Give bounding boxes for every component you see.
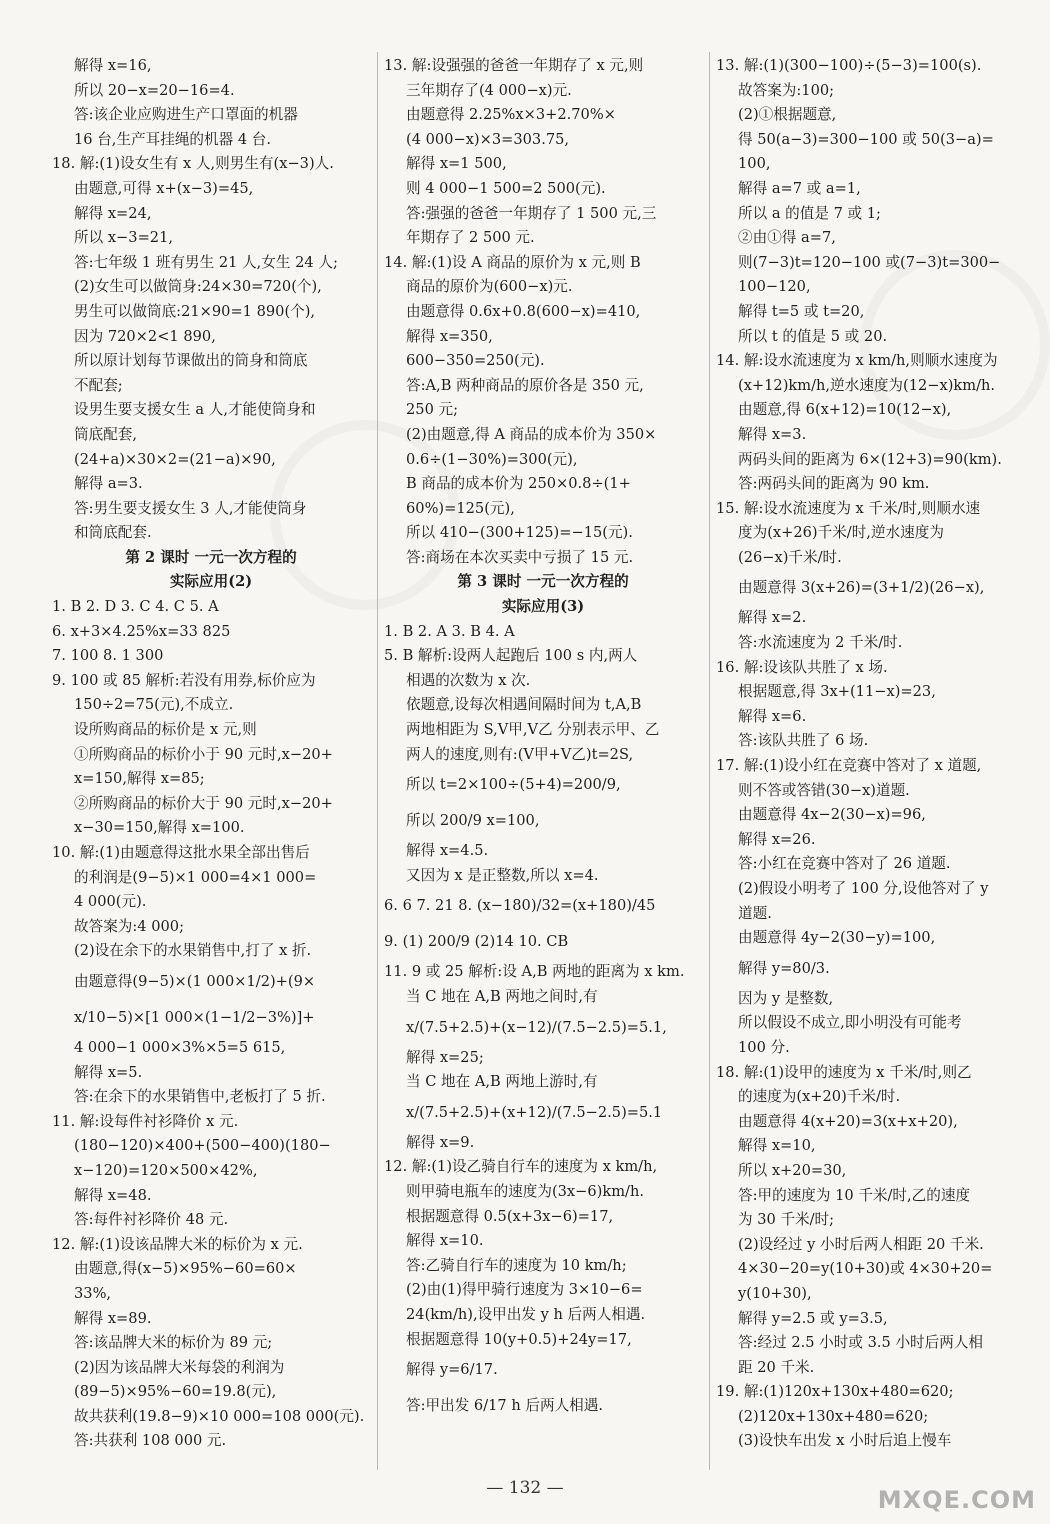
answer-line: 250 元; — [406, 401, 459, 419]
answer-line: 两码头间的距离为 6×(12+3)=90(km). — [738, 450, 1002, 468]
answer-line: 两人的速度,则有:(V甲+V乙)t=2S, — [406, 745, 634, 763]
answer-line: 又因为 x 是正整数,所以 x=4. — [406, 866, 599, 884]
answer-line: 解得 y=80/3. — [738, 959, 830, 977]
answer-line: (3)设快车出发 x 小时后追上慢车 — [738, 1432, 952, 1450]
answer-column-left — [52, 54, 370, 1454]
answer-line: 4×30−20=y(10+30)或 4×30+20= — [738, 1260, 993, 1278]
answer-line: 解得 x=350, — [406, 327, 493, 345]
answer-line: 14. 解:(1)设 A 商品的原价为 x 元,则 B — [384, 253, 641, 271]
answer-line: 解得 a=7 或 a=1, — [738, 179, 861, 197]
column-divider — [709, 52, 710, 1470]
answer-line: 答:小红在竞赛中答对了 26 道题. — [738, 855, 951, 873]
answer-line: x−120)=120×500×42%, — [74, 1161, 258, 1179]
answer-line: 由题意得 4x−2(30−x)=96, — [738, 806, 926, 824]
answer-line: (89−5)×95%−60=19.8(元), — [74, 1383, 277, 1401]
answer-line: 12. 解:(1)设乙骑自行车的速度为 x km/h, — [384, 1158, 658, 1176]
answer-line: 解得 y=6/17. — [406, 1361, 498, 1379]
answer-line: 33%, — [74, 1284, 112, 1302]
answer-line: x/(7.5+2.5)+(x−12)/(7.5−2.5)=5.1, — [406, 1018, 667, 1036]
answer-line: x−30=150,解得 x=100. — [74, 819, 245, 837]
section-heading: 第 2 课时 一元一次方程的 — [125, 548, 297, 566]
answer-line: 10. 解:(1)由题意得这批水果全部出售后 — [52, 844, 310, 861]
answer-line: 答:两码头间的距离为 90 km. — [738, 475, 930, 493]
answer-line: 答:每件衬衫降价 48 元. — [74, 1211, 229, 1229]
answer-line: 11. 9 或 25 解析:设 A,B 两地的距离为 x km. — [384, 963, 685, 981]
answer-line: 解得 x=5. — [74, 1063, 143, 1081]
answer-line: 两地相距为 S,V甲,V乙 分别表示甲、乙 — [406, 721, 660, 739]
answer-line: 度为(x+26)千米/时,逆水速度为 — [738, 524, 944, 542]
answer-line: 18. 解:(1)设女生有 x 人,则男生有(x−3)人. — [52, 155, 334, 173]
answer-line: 答:经过 2.5 小时或 3.5 小时后两人相 — [738, 1334, 984, 1352]
answer-line: 为 30 千米/时; — [738, 1211, 835, 1229]
answer-line: 由题意,得 6(x+12)=10(12−x), — [738, 401, 952, 419]
answer-line: 答:甲出发 6/17 h 后两人相遇. — [406, 1397, 603, 1415]
answer-line: 不配套; — [74, 376, 123, 394]
answer-line: 设所购商品的标价是 x 元,则 — [74, 721, 257, 739]
answer-line: 答:乙骑自行车的速度为 10 km/h; — [406, 1256, 627, 1274]
answer-line: 解得 x=9. — [406, 1133, 475, 1151]
answer-line: (2)假设小明考了 100 分,设他答对了 y — [738, 880, 989, 897]
answer-line: 13. 解:(1)(300−100)÷(5−3)=100(s). — [716, 57, 982, 74]
column-divider — [377, 52, 378, 1470]
answer-line: 12. 解:(1)设该品牌大米的标价为 x 元. — [52, 1235, 303, 1253]
answer-line: 答:水流速度为 2 千米/时. — [738, 634, 903, 652]
answer-line: 100−120, — [738, 278, 811, 296]
answer-line: 则 4 000−1 500=2 500(元). — [406, 179, 606, 197]
answer-line: 所以 x−3=21, — [74, 229, 174, 247]
answer-line: 所以假设不成立,即小明没有可能考 — [738, 1014, 962, 1032]
answer-line: 600−350=250(元). — [406, 352, 545, 370]
answer-line: 11. 解:设每件衬衫降价 x 元. — [52, 1112, 239, 1130]
answer-line: 14. 解:设水流速度为 x km/h,则顺水速度为 — [716, 352, 998, 370]
answer-line: 5. B 解析:设两人起跑后 100 s 内,两人 — [384, 647, 638, 665]
answer-line: 6. x+3×4.25%x=33 825 — [52, 622, 231, 640]
answer-line: 根据题意,得 3x+(11−x)=23, — [738, 683, 936, 701]
answer-line: 则(7−3)t=120−100 或(7−3)t=300− — [738, 253, 1001, 271]
answer-line: 解得 x=1 500, — [406, 155, 507, 173]
answer-line: 故答案为:4 000; — [74, 917, 184, 935]
answer-line: (26−x)千米/时. — [738, 548, 842, 566]
answer-line: 所以 410−(300+125)=−15(元). — [406, 524, 633, 542]
answer-line: ②所购商品的标价大于 90 元时,x−20+ — [74, 794, 333, 812]
answer-line: 男生可以做筒底:21×90=1 890(个), — [74, 302, 316, 320]
answer-line: 答:强强的爸爸一年期存了 1 500 元,三 — [406, 204, 657, 222]
section-heading: 实际应用(2) — [169, 573, 253, 591]
page-number: — 132 — — [486, 1478, 564, 1498]
answer-line: 答:A,B 两种商品的原价各是 350 元, — [406, 376, 644, 394]
answer-line: 100 分. — [738, 1038, 790, 1056]
answer-line: 由题意得 0.6x+0.8(600−x)=410, — [406, 302, 641, 320]
answer-line: 三年期存了(4 000−x)元. — [406, 81, 572, 99]
answer-line: 解得 x=48. — [74, 1186, 152, 1204]
answer-line: 解得 x=3. — [738, 425, 807, 443]
answer-line: 的速度为(x+20)千米/时. — [738, 1088, 901, 1106]
answer-line: 由题意得 3(x+26)=(3+1/2)(26−x), — [738, 579, 985, 597]
answer-line: 答:在余下的水果销售中,老板打了 5 折. — [74, 1088, 326, 1106]
answer-line: 60%)=125(元), — [406, 499, 515, 517]
answer-line: 则不答或答错(30−x)道题. — [738, 781, 910, 799]
answer-line: y(10+30), — [738, 1284, 812, 1302]
answer-line: 相遇的次数为 x 次. — [406, 671, 531, 689]
answer-line: 所以原计划每节课做出的筒身和筒底 — [74, 352, 308, 370]
answer-line: 所以 a 的值是 7 或 1; — [738, 204, 881, 222]
answer-line: ①所购商品的标价小于 90 元时,x−20+ — [74, 745, 333, 763]
answer-line: 距 20 千米. — [738, 1358, 815, 1376]
answer-line: 19. 解:(1)120x+130x+480=620; — [716, 1383, 954, 1401]
answer-line: 解得 x=26. — [738, 830, 816, 848]
answer-line: (2)女生可以做筒身:24×30=720(个), — [74, 278, 322, 296]
answer-line: 设男生要支援女生 a 人,才能使筒身和 — [74, 401, 316, 419]
answer-line: (2)由(1)得甲骑行速度为 3×10−6= — [406, 1281, 643, 1299]
answer-line: 9. 100 或 85 解析:若没有用券,标价应为 — [52, 671, 316, 689]
answer-line: 由题意,可得 x+(x−3)=45, — [74, 179, 254, 197]
answer-line: 答:七年级 1 班有男生 21 人,女生 24 人; — [74, 253, 338, 271]
answer-line: 筒底配套, — [74, 425, 138, 443]
answer-line: 当 C 地在 A,B 两地之间时,有 — [406, 988, 598, 1005]
answer-line: 得 50(a−3)=300−100 或 50(3−a)= — [738, 130, 994, 148]
answer-line: 16. 解:设该队共胜了 x 场. — [716, 658, 888, 676]
answer-line: 答:该品牌大米的标价为 89 元; — [74, 1334, 273, 1352]
answer-line: 6. 6 7. 21 8. (x−180)/32=(x+180)/45 — [384, 897, 656, 915]
answer-line: 的利润是(9−5)×1 000=4×1 000= — [74, 868, 317, 886]
answer-line: 答:甲的速度为 10 千米/时,乙的速度 — [738, 1186, 971, 1204]
answer-line: 解得 x=6. — [738, 707, 807, 725]
answer-line: 由题意得(9−5)×(1 000×1/2)+(9× — [74, 972, 316, 990]
section-heading: 第 3 课时 一元一次方程的 — [457, 573, 629, 591]
answer-line: 解得 x=2. — [738, 609, 807, 627]
answer-line: 由题意得 4(x+20)=3(x+x+20), — [738, 1112, 958, 1130]
answer-line: 道题. — [738, 904, 772, 922]
answer-line: 依题意,设每次相遇间隔时间为 t,A,B — [406, 696, 642, 714]
answer-column-right — [716, 54, 1034, 1454]
answer-line: 1. B 2. A 3. B 4. A — [384, 622, 515, 640]
answer-line: 故共获利(19.8−9)×10 000=108 000(元). — [74, 1407, 365, 1425]
answer-line: x/(7.5+2.5)+(x+12)/(7.5−2.5)=5.1 — [406, 1103, 663, 1121]
answer-line: 则甲骑电瓶车的速度为(3x−6)km/h. — [406, 1182, 644, 1200]
answer-line: 商品的原价为(600−x)元. — [406, 278, 573, 296]
answer-line: (2)120x+130x+480=620; — [738, 1407, 929, 1425]
answer-line: 4 000(元). — [74, 893, 147, 911]
answer-line: 解得 x=89. — [74, 1309, 152, 1327]
answer-line: 7. 100 8. 1 300 — [52, 647, 164, 665]
answer-line: (2)设经过 y 小时后两人相距 20 千米. — [738, 1235, 984, 1253]
answer-line: 16 台,生产耳挂绳的机器 4 台. — [74, 130, 271, 148]
answer-line: 所以 20−x=20−16=4. — [74, 81, 235, 99]
answer-line: 解得 x=25; — [406, 1048, 484, 1066]
answer-line: ②由①得 a=7, — [738, 229, 836, 247]
answer-line: 由题意得 4y−2(30−y)=100, — [738, 929, 936, 947]
answer-line: (x+12)km/h,逆水速度为(12−x)km/h. — [738, 376, 996, 394]
answer-line: 1. B 2. D 3. C 4. C 5. A — [52, 598, 219, 616]
answer-line: B 商品的成本价为 250×0.8÷(1+ — [406, 475, 631, 493]
answer-column-middle — [384, 54, 702, 1424]
answer-line: (24+a)×30×2=(21−a)×90, — [74, 450, 276, 468]
answer-line: 18. 解:(1)设甲的速度为 x 千米/时,则乙 — [716, 1063, 972, 1081]
answer-line: 所以 200/9 x=100, — [406, 812, 540, 830]
answer-line: (4 000−x)×3=303.75, — [406, 130, 570, 148]
answer-line: 100, — [738, 155, 771, 173]
answer-line: 答:商场在本次买卖中亏损了 15 元. — [406, 548, 634, 566]
answer-line: 150÷2=75(元),不成立. — [74, 696, 234, 714]
answer-line: 根据题意得 0.5(x+3x−6)=17, — [406, 1207, 614, 1225]
answer-line: (2)设在余下的水果销售中,打了 x 折. — [74, 942, 312, 960]
answer-line: 15. 解:设水流速度为 x 千米/时,则顺水速 — [716, 499, 981, 517]
answer-line: 所以 t=2×100÷(5+4)=200/9, — [406, 776, 621, 794]
answer-line: 所以 t 的值是 5 或 20. — [738, 327, 888, 345]
answer-line: 解得 x=24, — [74, 204, 152, 222]
answer-line: 0.6÷(1−30%)=300(元), — [406, 450, 578, 468]
answer-line: (2)因为该品牌大米每袋的利润为 — [74, 1358, 285, 1376]
answer-line: 由题意得 2.25%x×3+2.70%× — [406, 106, 616, 124]
answer-line: 因为 720×2<1 890, — [74, 327, 216, 345]
answer-line: 解得 x=10, — [738, 1137, 816, 1155]
answer-line: 故答案为:100; — [738, 81, 835, 99]
answer-line: (2)由题意,得 A 商品的成本价为 350× — [406, 425, 657, 443]
answer-line: 9. (1) 200/9 (2)14 10. CB — [384, 933, 569, 951]
answer-line: 答:该企业应购进生产口罩面的机器 — [74, 106, 298, 124]
answer-line: 答:男生要支援女生 3 人,才能使筒身 — [74, 499, 307, 517]
answer-line: 17. 解:(1)设小红在竞赛中答对了 x 道题, — [716, 757, 982, 775]
answer-line: 24(km/h),设甲出发 y h 后两人相遇. — [406, 1305, 646, 1323]
section-heading: 实际应用(3) — [501, 598, 585, 616]
answer-line: x=150,解得 x=85; — [74, 770, 205, 788]
answer-line: 所以 x+20=30, — [738, 1161, 847, 1179]
answer-line: (180−120)×400+(500−400)(180− — [74, 1137, 331, 1155]
answer-line: 解得 t=5 或 t=20, — [738, 302, 865, 320]
answer-line: 13. 解:设强强的爸爸一年期存了 x 元,则 — [384, 57, 644, 74]
answer-line: 年期存了 2 500 元. — [406, 229, 535, 247]
watermark-text: MXQE.COM — [877, 1486, 1036, 1514]
answer-line: 4 000−1 000×3%×5=5 615, — [74, 1038, 286, 1056]
answer-line: 因为 y 是整数, — [738, 989, 834, 1007]
answer-line: 解得 x=10. — [406, 1232, 484, 1250]
answer-line: 当 C 地在 A,B 两地上游时,有 — [406, 1073, 598, 1091]
answer-line: 由题意,得(x−5)×95%−60=60× — [74, 1260, 297, 1278]
answer-line: 和筒底配套. — [74, 524, 152, 542]
answer-line: 解得 a=3. — [74, 475, 143, 493]
answer-line: (2)①根据题意, — [738, 106, 837, 124]
answer-line: 解得 y=2.5 或 y=3.5, — [738, 1309, 888, 1327]
answer-line: 答:该队共胜了 6 场. — [738, 732, 869, 750]
answer-line: 解得 x=4.5. — [406, 842, 489, 860]
answer-line: 答:共获利 108 000 元. — [74, 1432, 227, 1450]
answer-line: x/10−5)×[1 000×(1−1/2−3%)]+ — [74, 1008, 315, 1026]
answer-line: 根据题意得 10(y+0.5)+24y=17, — [406, 1330, 632, 1348]
answer-line: 解得 x=16, — [74, 57, 152, 74]
